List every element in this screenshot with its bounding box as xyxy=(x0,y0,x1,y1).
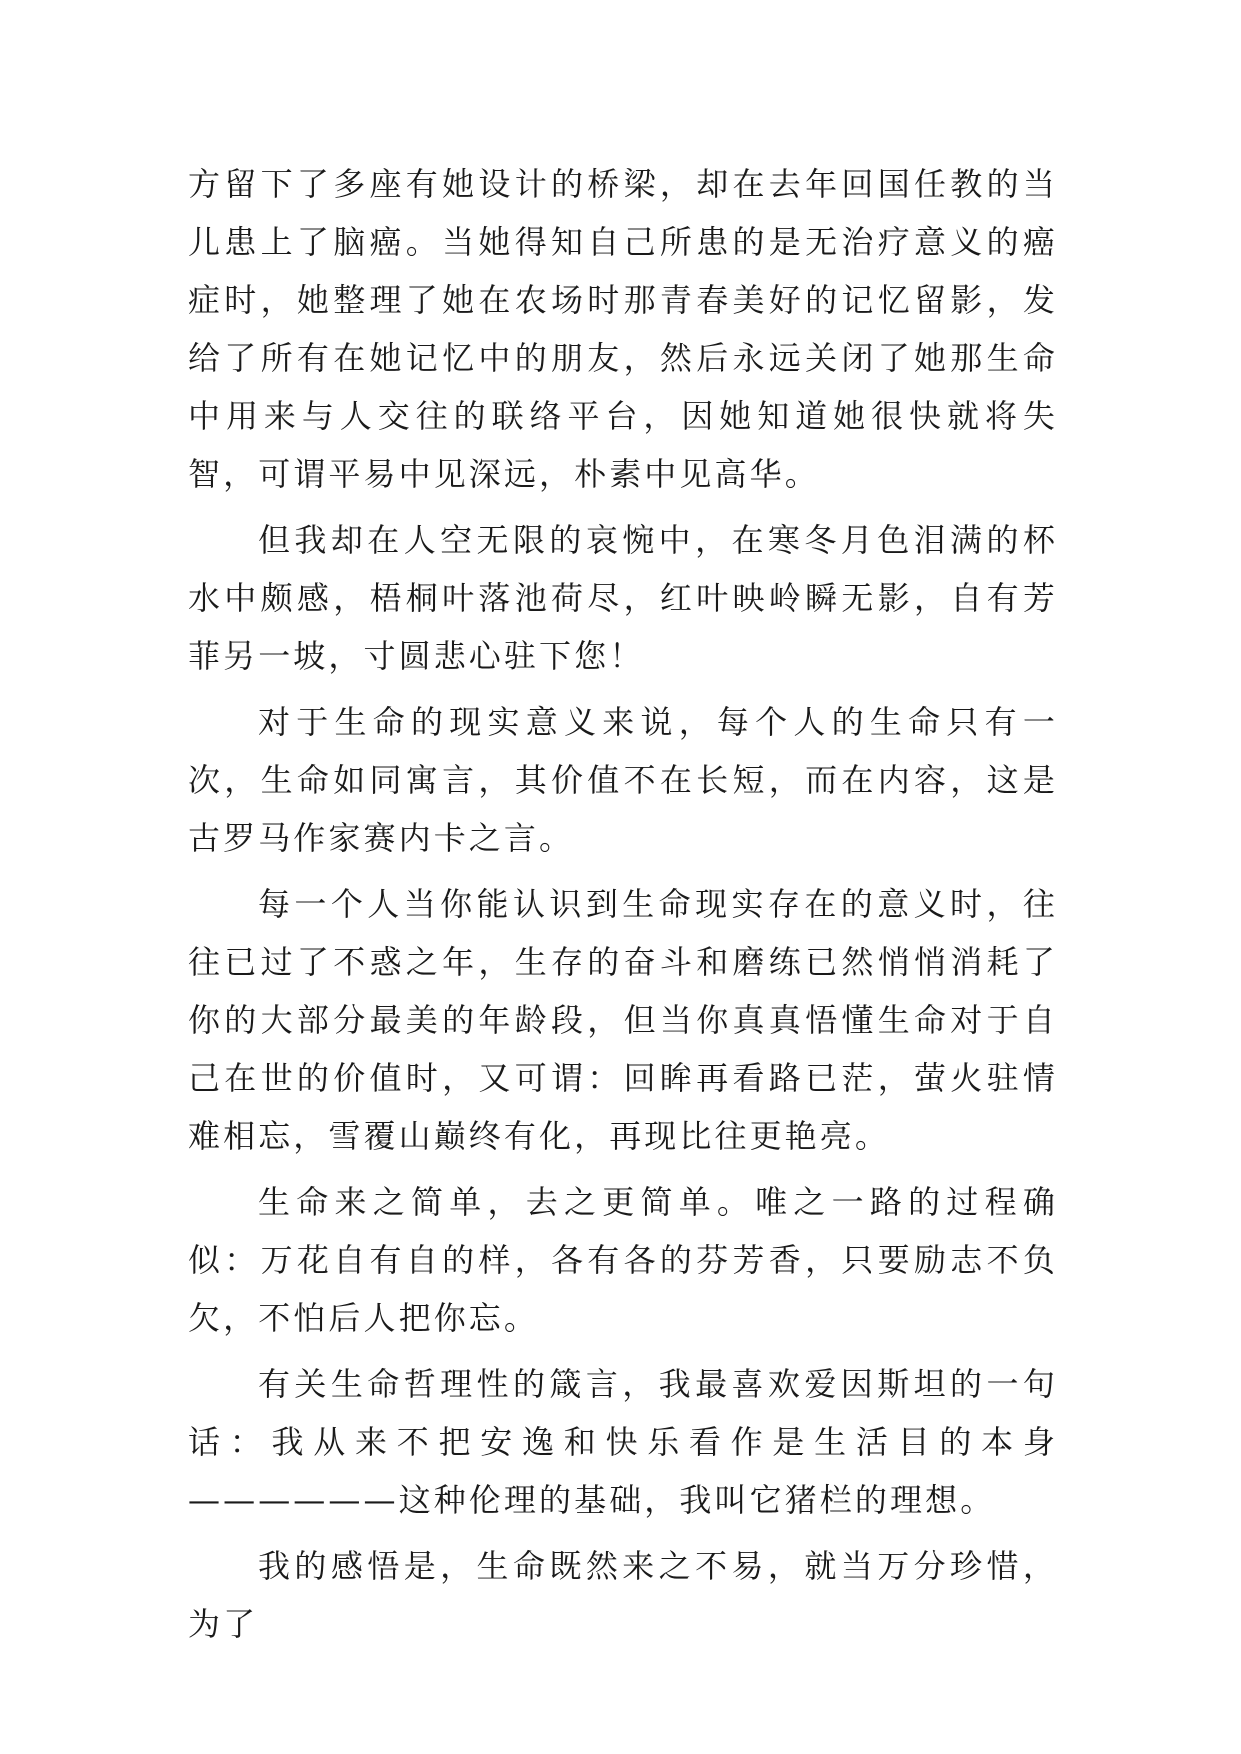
paragraph-5: 生命来之简单，去之更简单。唯之一路的过程确似：万花自有自的样，各有各的芬芳香，只要励志不负欠，不怕后人把你忘。 xyxy=(188,1183,1058,1337)
paragraph-7: 我的感悟是，生命既然来之不易，就当万分珍惜，为了 xyxy=(188,1547,1058,1643)
paragraph-1: 方留下了多座有她设计的桥梁，却在去年回国任教的当儿患上了脑癌。当她得知自己所患的是无治疗意义的癌症时，她整理了她在农场时那青春美好的记忆留影，发给了所有在她记忆中的朋友，然后永远关闭了她那生命中用来与人交往的联络平台，因她知道她很快就将失智，可谓平易中见深远，朴素中见高华。 xyxy=(188,165,1058,493)
paragraph-6: 有关生命哲理性的箴言，我最喜欢爱因斯坦的一句话：我从来不把安逸和快乐看作是生活目的本身——————这种伦理的基础，我叫它猪栏的理想。 xyxy=(188,1365,1058,1519)
body-text xyxy=(188,155,1058,1661)
paragraph-2: 但我却在人空无限的哀惋中，在寒冬月色泪满的杯水中颇感，梧桐叶落池荷尽，红叶映岭瞬无影，自有芳菲另一坡，寸圆悲心驻下您！ xyxy=(188,521,1058,675)
paragraph-4: 每一个人当你能认识到生命现实存在的意义时，往往已过了不惑之年，生存的奋斗和磨练已然悄悄消耗了你的大部分最美的年龄段，但当你真真悟懂生命对于自己在世的价值时，又可谓：回眸再看路已茫，萤火驻情难相忘，雪覆山巅终有化，再现比往更艳亮。 xyxy=(188,885,1058,1155)
paragraph-3: 对于生命的现实意义来说，每个人的生命只有一次，生命如同寓言，其价值不在长短，而在内容，这是古罗马作家赛内卡之言。 xyxy=(188,703,1058,857)
